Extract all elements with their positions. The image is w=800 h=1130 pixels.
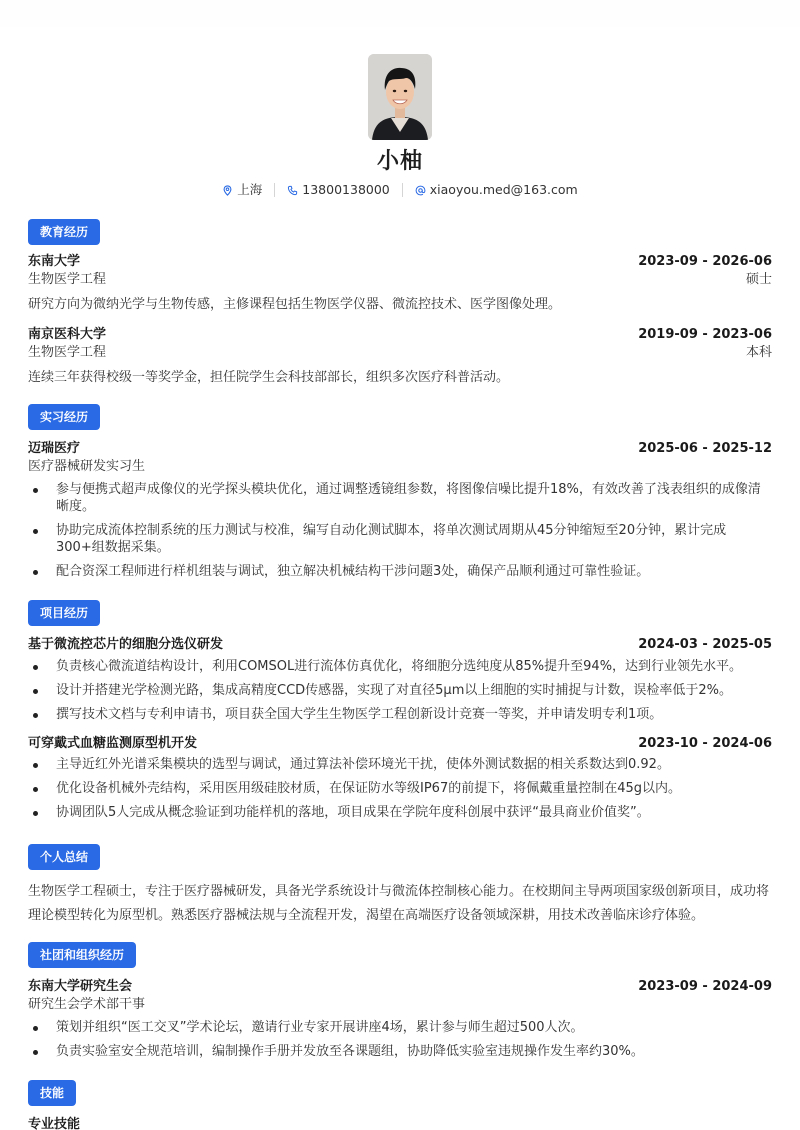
projects-section bbox=[28, 600, 772, 828]
internship-bullets bbox=[28, 481, 772, 580]
bullet-item: 设计并搭建光学检测光路，集成高精度CCD传感器，实现了对直径5μm以上细胞的实时捕捉与计数，误检率低于2%。 bbox=[28, 682, 772, 699]
email-text: xiaoyou.med@163.com bbox=[429, 181, 578, 197]
organization-name: 东南大学研究生会 bbox=[28, 979, 133, 994]
divider bbox=[402, 183, 403, 197]
candidate-name: 小柚 bbox=[376, 149, 423, 174]
skills-section bbox=[28, 1080, 772, 1130]
project-name: 可穿戴式血糖监测原型机开发 bbox=[28, 735, 198, 751]
resume-header bbox=[0, 54, 800, 200]
project-name: 基于微流控芯片的细胞分选仪研发 bbox=[28, 637, 224, 652]
bullet-item: 协助完成流体控制系统的压力测试与校准，编写自动化测试脚本，将单次测试周期从45分钟缩短至20分钟，累计完成300+组数据采集。 bbox=[28, 522, 772, 556]
internship-entry bbox=[28, 440, 772, 580]
bullet-item: 配合资深工程师进行样机组装与调试，独立解决机械结构干涉问题3处，确保产品顺利通过可靠性验证。 bbox=[28, 563, 772, 580]
role: 研究生会学术部干事 bbox=[28, 996, 146, 1012]
education-entry bbox=[28, 253, 772, 316]
education-section bbox=[28, 219, 772, 389]
bullet-item: 负责核心微流道结构设计，利用COMSOL进行流体仿真优化，将细胞分选纯度从85%提升至94%，达到行业领先水平。 bbox=[28, 658, 772, 675]
school-name: 东南大学 bbox=[28, 254, 81, 269]
contact-location bbox=[222, 182, 262, 199]
phone-icon bbox=[287, 185, 298, 196]
location-text: 上海 bbox=[237, 181, 263, 197]
project-entry bbox=[28, 636, 772, 723]
summary-text: 生物医学工程硕士，专注于医疗器械研发，具备光学系统设计与微流体控制核心能力。在校期间主导两项国家级创新项目，成功将理论模型转化为原型机。熟悉医疗器械法规与全流程开发，渴望在高端医疗设备领域深耕，用技术改善临床诊疗体验。 bbox=[28, 884, 770, 923]
role: 医疗器械研发实习生 bbox=[28, 458, 146, 474]
education-entry bbox=[28, 326, 772, 389]
summary-section bbox=[28, 844, 772, 928]
internship-section bbox=[28, 404, 772, 587]
company-name: 迈瑞医疗 bbox=[28, 441, 81, 456]
project-entry bbox=[28, 735, 772, 822]
date-range: 2023-09 - 2026-06 bbox=[638, 254, 772, 269]
school-name: 南京医科大学 bbox=[28, 327, 107, 343]
skills-subtitle: 专业技能 bbox=[28, 1117, 81, 1130]
date-range: 2023-09 - 2024-09 bbox=[638, 979, 772, 994]
major: 生物医学工程 bbox=[28, 271, 107, 287]
organizations-section bbox=[28, 942, 772, 1067]
bullet-item: 主导近红外光谱采集模块的选型与调试，通过算法补偿环境光干扰，使体外测试数据的相关系数达到0.92。 bbox=[28, 756, 772, 773]
bullet-item: 负责实验室安全规范培训，编制操作手册并发放至各课题组，协助降低实验室违规操作发生率约30%。 bbox=[28, 1043, 772, 1060]
at-sign-icon bbox=[415, 185, 426, 196]
date-range: 2024-03 - 2025-05 bbox=[638, 637, 772, 652]
major: 生物医学工程 bbox=[28, 344, 107, 360]
section-badge-organizations: 社团和组织经历 bbox=[28, 942, 136, 968]
bullet-item: 撰写技术文档与专利申请书，项目获全国大学生生物医学工程创新设计竞赛一等奖，并申请发明专利1项。 bbox=[28, 706, 772, 723]
degree: 硕士 bbox=[745, 271, 772, 287]
location-pin-icon bbox=[222, 185, 233, 196]
bullet-item: 协调团队5人完成从概念验证到功能样机的落地，项目成果在学院年度科创展中获评“最具商业价值奖”。 bbox=[28, 804, 772, 821]
education-description: 连续三年获得校级一等奖学金，担任院学生会科技部部长，组织多次医疗科普活动。 bbox=[28, 370, 510, 386]
section-badge-summary: 个人总结 bbox=[28, 844, 100, 870]
section-badge-internship: 实习经历 bbox=[28, 404, 100, 430]
bullet-item: 优化设备机械外壳结构，采用医用级硅胶材质，在保证防水等级IP67的前提下，将佩戴重量控制在45g以内。 bbox=[28, 780, 772, 797]
section-badge-projects: 项目经历 bbox=[28, 600, 100, 626]
phone-text: 13800138000 bbox=[302, 181, 390, 197]
project-bullets bbox=[28, 756, 772, 821]
education-description: 研究方向为微纳光学与生物传感，主修课程包括生物医学仪器、微流控技术、医学图像处理。 bbox=[28, 297, 562, 313]
bullet-item: 策划并组织“医工交叉”学术论坛，邀请行业专家开展讲座4场，累计参与师生超过500人次。 bbox=[28, 1019, 772, 1036]
section-badge-education: 教育经历 bbox=[28, 219, 100, 245]
bullet-item: 参与便携式超声成像仪的光学探头模块优化，通过调整透镜组参数，将图像信噪比提升18%，有效改善了浅表组织的成像清晰度。 bbox=[28, 481, 772, 515]
degree: 本科 bbox=[745, 344, 772, 360]
contact-email[interactable] bbox=[415, 182, 578, 199]
organization-entry bbox=[28, 978, 772, 1060]
date-range: 2025-06 - 2025-12 bbox=[638, 441, 772, 456]
avatar-portrait-icon bbox=[368, 54, 432, 140]
section-badge-skills: 技能 bbox=[28, 1080, 76, 1106]
profile-photo bbox=[368, 54, 432, 140]
contact-line bbox=[0, 180, 800, 200]
top-band bbox=[0, 0, 800, 27]
organization-bullets bbox=[28, 1019, 772, 1060]
contact-phone[interactable] bbox=[287, 182, 389, 199]
project-bullets bbox=[28, 658, 772, 723]
divider bbox=[274, 183, 275, 197]
date-range: 2019-09 - 2023-06 bbox=[638, 327, 772, 343]
date-range: 2023-10 - 2024-06 bbox=[638, 735, 772, 751]
